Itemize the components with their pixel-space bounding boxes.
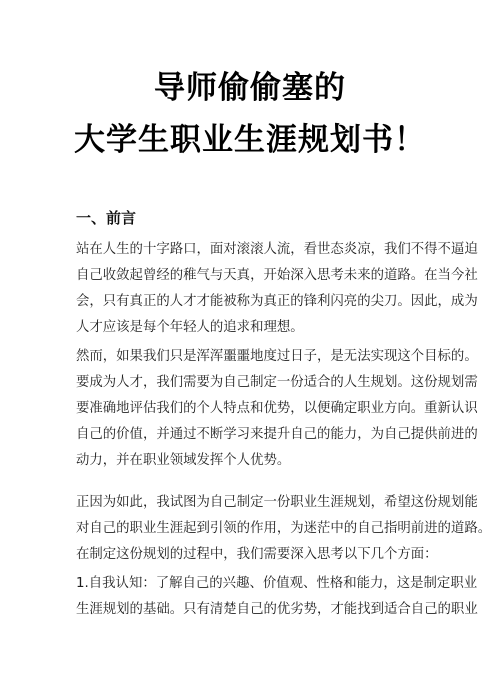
section-heading: 一、前言	[76, 209, 137, 227]
paragraph-1	[76, 237, 478, 341]
text-line: 自己的价值，并通过不断学习来提升自己的能力，为自己提供前进的	[76, 427, 478, 442]
text-line: 在制定这份规划的过程中，我们需要深入思考以下几个方面：	[76, 547, 438, 562]
paragraph-4	[76, 571, 478, 623]
text-line: 1.自我认知：了解自己的兴趣、价值观、性格和能力，这是制定职业	[76, 576, 478, 591]
paragraph-3	[76, 490, 492, 568]
text-line: 站在人生的十字路口，面对滚滚人流，看世态炎凉，我们不得不逼迫	[76, 242, 478, 257]
paragraph-2	[76, 344, 478, 474]
text-line: 然而，如果我们只是浑浑噩噩地度过日子，是无法实现这个目标的。	[76, 349, 478, 364]
text-line: 自己收敛起曾经的稚气与天真，开始深入思考未来的道路。在当今社	[76, 268, 478, 283]
text-line: 会，只有真正的人才才能被称为真正的锋利闪亮的尖刀。因此，成为	[76, 294, 478, 309]
text-line: 要成为人才，我们需要为自己制定一份适合的人生规划。这份规划需	[76, 375, 478, 390]
text-line: 生涯规划的基础。只有清楚自己的优劣势，才能找到适合自己的职业	[76, 602, 478, 617]
document-title-line-1: 导师偷偷塞的	[154, 70, 346, 106]
text-line: 正因为如此，我试图为自己制定一份职业生涯规划，希望这份规划能	[76, 495, 478, 510]
text-line: 要准确地评估我们的个人特点和优势，以便确定职业方向。重新认识	[76, 401, 478, 416]
document-title-line-2: 大学生职业生涯规划书！	[74, 122, 426, 158]
text-line: 动力，并在职业领域发挥个人优势。	[76, 453, 291, 468]
text-line: 对自己的职业生涯起到引领的作用，为迷茫中的自己指明前进的道路。	[76, 521, 492, 536]
text-line: 人才应该是每个年轻人的追求和理想。	[76, 320, 304, 335]
